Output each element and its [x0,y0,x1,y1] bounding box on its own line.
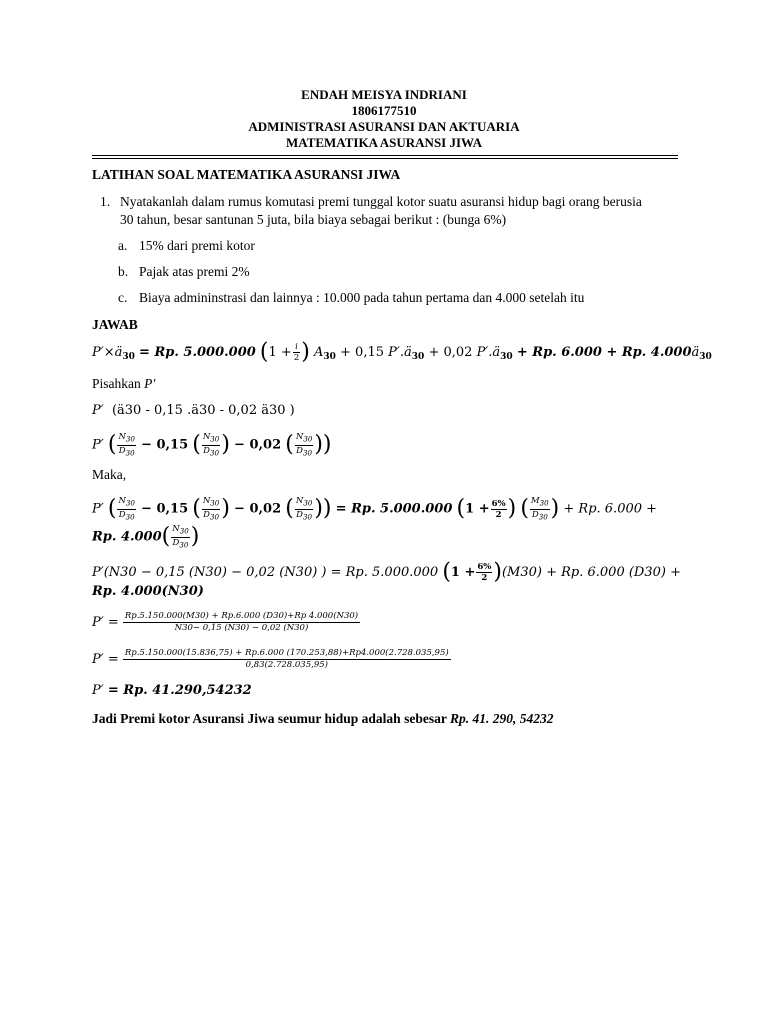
question-text-line1: Nyatakanlah dalam rumus komutasi premi tunggal kotor suatu asuransi hidup bagi orang berusia [120,194,642,209]
equation-3: P′ ( $\frac{N_{30}}{D_{30}}$ − 0,15 ( $\frac{N_{30}}{D_{30}}$ ) − 0,02 ( $\frac{N_{30}}{D_{30}}$ )) [92,432,332,458]
header-rule-top [92,155,678,156]
question-number: 1. [100,194,111,209]
equation-5: P′(N30 − 0,15 (N30) − 0,02 (N30) ) = Rp. 5.000.000 (1 + $\frac{6\%}{2}$ )(M30) + Rp. 6.000 (D30) + [92,559,681,585]
item-a-text: 15% dari premi kotor [139,238,255,253]
item-b-label: b. [118,264,129,279]
fraction-numeric: Rp.5.150.000(15.836,75) + Rp.6.000 (170.253,88)+Rp4.000(2.728.035,95) 0,83(2.728.035,95) [124,648,449,670]
item-c-text: Biaya admininstrasi dan lainnya : 10.000 pada tahun pertama dan 4.000 setelah itu [139,290,585,305]
item-c-label: c. [118,290,128,305]
fraction-formula: $\frac{Rp.5.150.000(M30) + Rp.6.000 (D30)+Rp 4.000(N30)}{N30- 0,15 (N30) - 0,02 (N30)}$ [124,611,359,633]
item-b-text: Pajak atas premi 2% [139,264,250,279]
header-rule-bottom [92,158,678,159]
program-name: ADMINISTRASI ASURANSI DAN AKTUARIA [248,119,520,134]
equation-2: P′ (ä30 - 0,15 .ä30 - 0,02 ä30 ) [92,403,295,418]
equation-7: P′ = Rp.5.150.000(15.836,75) + Rp.6.000 (170.253,88)+Rp4.000(2.728.035,95) 0,83(2.728.035,95) [92,648,449,670]
answer-heading: JAWAB [92,317,138,332]
course-name: MATEMATIKA ASURANSI JIWA [286,135,482,150]
student-id: 1806177510 [351,103,417,118]
i-over-2-fraction: $\frac{i}{2}$ [293,342,300,363]
author-name: ENDAH MEISYA INDRIANI [301,87,467,102]
section-title: LATIHAN SOAL MATEMATIKA ASURANSI JIWA [92,167,401,182]
equation-6: P′ = $\frac{Rp.5.150.000(M30) + Rp.6.000 (D30)+Rp 4.000(N30)}{N30- 0,15 (N30) - 0,02 (N30)}$ [92,611,359,633]
equation-5-cont: Rp. 4.000(N30) [92,584,204,599]
item-a-label: a. [118,238,128,253]
maka-label: Maka, [92,467,127,482]
conclusion: Jadi Premi kotor Asuransi Jiwa seumur hidup adalah sebesar Rp. 41. 290, 54232 [92,711,554,726]
document-header [0,87,768,151]
result-equation: P′ = Rp. 41.290,54232 [92,683,252,698]
equation-4-cont: Rp. 4.000( $\frac{N_{30}}{D_{30}}$ ) [92,524,200,550]
equation-4: P′ ( $\frac{N_{30}}{D_{30}}$ − 0,15 ( $\frac{N_{30}}{D_{30}}$ ) − 0,02 ( $\frac{N_{30}}{D_{30}}$ )) = Rp. 5.000.000 (1 + $\frac{6\%}{2}$ ) ( $\frac{M_{30}}{D_{30}}$ ) + Rp. 6.000 + [92,496,658,522]
equation-1: $P'\times ä_{30} = Rp$. 5.000.000 (1 + $\frac{i}{2}$ ) $A_{30} + 0,15$ $P'.ä_{30} + 0,02$ $P'.ä_{30} + Rp$. 6.000 + Rp. $4.000ä_{30}$ [92,339,712,365]
conclusion-value: Rp. 41. 290, 54232 [449,711,554,726]
pisahkan-label: Pisahkan P′ [92,376,156,391]
question-text-line2: 30 tahun, besar santunan 5 juta, bila biaya sebagai berikut : (bunga 6%) [120,212,507,227]
